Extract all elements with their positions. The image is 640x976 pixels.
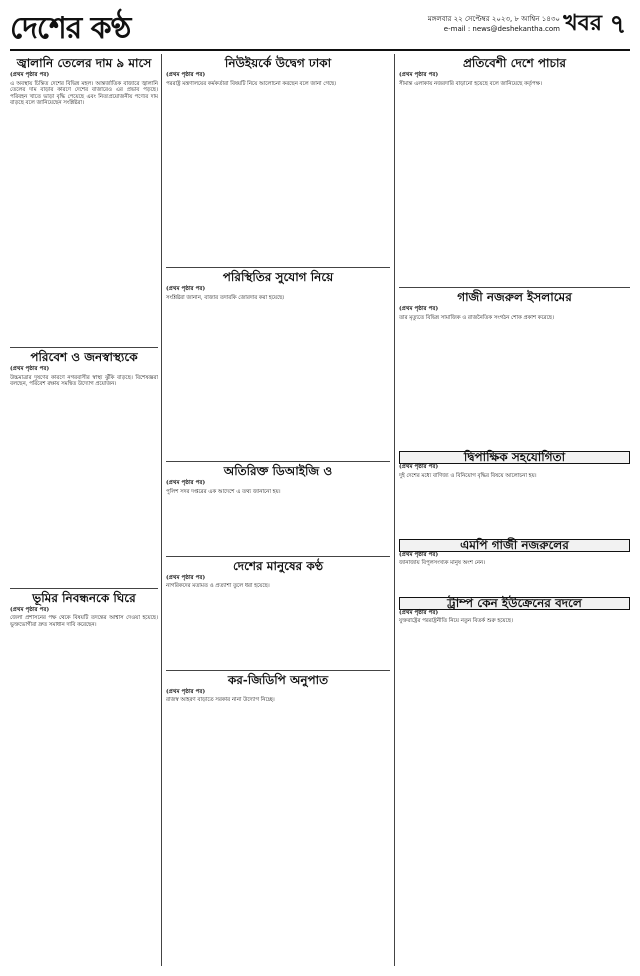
body-dhaka: পররাষ্ট্র মন্ত্রণালয়ের কর্মকর্তারা বিষয়টি নিয়ে আলোচনা করছেন বলে জানা গেছে। [166, 80, 337, 87]
headline-land: ভূমির নিবন্ধনকে ঘিরে [32, 590, 136, 605]
text-block [10, 107, 158, 347]
newspaper-title: দেশের কণ্ঠ [10, 11, 131, 46]
dek-dhaka: (প্রথম পৃষ্ঠার পর) [166, 72, 206, 78]
dek-people: (প্রথম পৃষ্ঠার পর) [166, 574, 206, 581]
headline-change: পরিস্থিতির সুযোগ নিয়ে [222, 270, 334, 285]
email-address[interactable]: e-mail : news@deshekantha.com [443, 25, 560, 33]
dek-gdp: (প্রথম পৃষ্ঠার পর) [166, 688, 206, 695]
dek-environment: (প্রথম পৃষ্ঠার পর) [10, 365, 50, 372]
text-block [10, 388, 158, 588]
dek-fuel: (প্রথম পৃষ্ঠার পর) [10, 72, 50, 78]
body-neighbour: সীমান্ত এলাকায় নজরদারি বাড়ানো হয়েছে বলে জানিয়েছে কর্তৃপক্ষ। [399, 80, 542, 87]
dek-land: (প্রথম পৃষ্ঠার পর) [10, 606, 50, 613]
headline-mp: এমপি গাজী নজরুলের [399, 539, 630, 552]
divider [166, 267, 390, 268]
text-block [399, 479, 630, 539]
body-environment: উচ্চমাত্রার দূষণের কারণে নগরবাসীর স্বাস্থ্য ঝুঁকি বাড়ছে। বিশেষজ্ঞরা বলছেন, পরিবেশ রক্ষায় সমন্বিত উদ্যোগ প্রয়োজন। [10, 374, 158, 388]
column-1 [10, 54, 158, 966]
body-bilateral: দুই দেশের মধ্যে বাণিজ্য ও বিনিয়োগ বৃদ্ধির বিষয়ে আলোচনা হয়। [399, 472, 537, 479]
headline-fuel: জ্বালানি তেলের দাম ৯ মাসে [16, 56, 152, 70]
body-opinion: পুলিশ সদর দপ্তরের এক আদেশে এ তথ্য জানানো হয়। [166, 488, 281, 495]
text-block [166, 496, 390, 556]
section-name: খবর [563, 10, 602, 36]
headline-ukraine: ট্রাম্প কেন ইউক্রেনের বদলে [399, 597, 630, 610]
body-ukraine: যুক্তরাষ্ট্রের পররাষ্ট্রনীতি নিয়ে নতুন বিতর্ক শুরু হয়েছে। [399, 618, 513, 625]
body-gdp: রাজস্ব আহরণ বাড়াতে সরকার নানা উদ্যোগ নিচ্ছে। [166, 697, 275, 704]
dek-opinion: (প্রথম পৃষ্ঠার পর) [166, 480, 206, 487]
body-mp: জানাজায় বিপুলসংখ্যক মানুষ অংশ নেন। [399, 560, 486, 567]
column-4 [399, 54, 630, 966]
body-gazi: তার মৃত্যুতে বিভিন্ন সামাজিক ও রাজনৈতিক সংগঠন শোক প্রকাশ করেছে। [399, 314, 554, 321]
masthead [10, 4, 630, 48]
divider [10, 347, 158, 348]
dek-mp: (প্রথম পৃষ্ঠার পর) [399, 551, 439, 558]
headline-neighbour: প্রতিবেশী দেশে পাচার [462, 56, 567, 70]
headline-bilateral: দ্বিপাক্ষিক সহযোগিতা [399, 451, 630, 464]
headline-people: দেশের মানুষের কণ্ঠ [232, 558, 324, 573]
headline-environment: পরিবেশ ও জনস্বাস্থ্যকে [30, 349, 138, 364]
divider [166, 556, 390, 557]
issue-date: মঙ্গলবার ২২ সেপ্টেম্বর ২০২৩, ৮ আশ্বিন ১৪৩০ [427, 15, 560, 23]
text-block [166, 87, 390, 267]
text-block [399, 87, 630, 287]
divider [10, 588, 158, 589]
column-rule [394, 54, 395, 966]
divider [166, 670, 390, 671]
column-rule [161, 54, 162, 966]
text-block [166, 301, 390, 461]
text-block [399, 321, 630, 451]
headline-gazi: গাজী নজরুল ইসলামের [457, 290, 572, 305]
headline-dhaka: নিউইয়র্কে উদ্বেগ ঢাকা [224, 56, 332, 70]
body-land: জেলা প্রশাসনের পক্ষ থেকে বিষয়টি তদন্তের আশ্বাস দেওয়া হয়েছে। ভুক্তভোগীরা দ্রুত সমাধান দাবি করেছেন। [10, 615, 158, 628]
body-change: সংশ্লিষ্টরা জানান, বাজার তদারকি জোরদার করা হয়েছে। [166, 294, 285, 301]
body-people: নাগরিকদের মতামত ও প্রত্যাশা তুলে ধরা হয়েছে। [166, 583, 270, 590]
dek-change: (প্রথম পৃষ্ঠার পর) [166, 286, 206, 293]
dateline [428, 14, 560, 34]
text-block [166, 590, 390, 670]
dek-ukraine: (প্রথম পৃষ্ঠার পর) [399, 609, 439, 616]
dek-gazi: (প্রথম পৃষ্ঠার পর) [399, 306, 439, 313]
dek-bilateral: (প্রথম পৃষ্ঠার পর) [399, 463, 439, 470]
divider [399, 287, 630, 288]
dek-neighbour: (প্রথম পৃষ্ঠার পর) [399, 72, 439, 78]
divider [166, 461, 390, 462]
masthead-rule [10, 49, 630, 51]
headline-gdp: কর-জিডিপি অনুপাত [227, 672, 329, 687]
body-fuel: এ অবস্থায় চিন্তিত দেশের বিভিন্ন মহল। আন্তর্জাতিক বাজারে জ্বালানি তেলের দাম বাড়ার কারণে দেশের বাজারেও এর প্রভাব পড়ছে। পরিবহন খাতে ভাড়া বৃদ্ধি পেয়েছে এবং নিত্যপ্রয়োজনীয় পণ্যের দাম বাড়ছে বলে জানিয়েছেন সংশ্লিষ্টরা। [10, 80, 158, 107]
text-block [399, 567, 630, 597]
column-2 [166, 54, 390, 966]
page-number: ৭ [609, 10, 627, 40]
headline-opinion: অতিরিক্ত ডিআইজি ও [223, 464, 333, 479]
